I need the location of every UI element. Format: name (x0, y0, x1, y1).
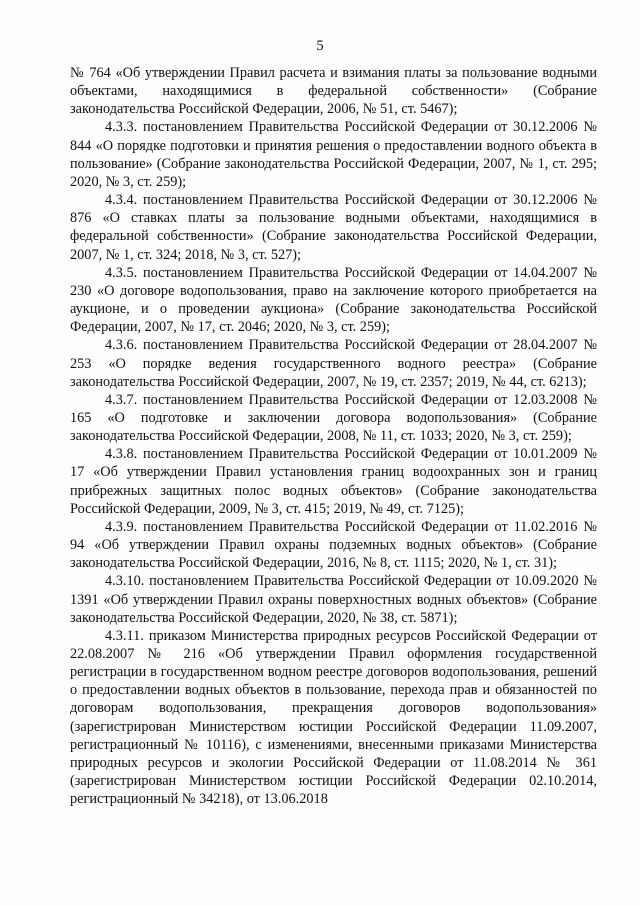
body-text (70, 64, 597, 808)
paragraph-4-3-11: 4.3.11. приказом Министерства природных ресурсов Российской Федерации от 22.08.2007 № 216 «Об утверждении Правил оформления государственной регистрации в государственном водном реестре договоров водопользования, решений о предоставлении водных объектов в пользование, перехода прав и обязанностей по договорам водопользования, прекращения договоров водопользования» (зарегистрирован Министерством юстиции Российской Федерации 11.09.2007, регистрационный № 10116), с изменениями, внесенными приказами Министерства природных ресурсов и экологии Российской Федерации от 11.08.2014 № 361 (зарегистрирован Министерством юстиции Российской Федерации 02.10.2014, регистрационный № 34218), от 13.06.2018 (70, 627, 597, 808)
paragraph-4-3-10: 4.3.10. постановлением Правительства Российской Федерации от 10.09.2020 № 1391 «Об утверждении Правил охраны поверхностных водных объектов» (Собрание законодательства Российской Федерации, 2020, № 38, ст. 5871); (70, 573, 597, 626)
paragraph-4-3-4: 4.3.4. постановлением Правительства Российской Федерации от 30.12.2006 № 876 «О ставках платы за пользование водными объектами, находящимися в федеральной собственности» (Собрание законодательства Российской Федерации, 2007, № 1, ст. 324; 2018, № 3, ст. 527); (70, 192, 597, 263)
paragraph-4-3-9: 4.3.9. постановлением Правительства Российской Федерации от 11.02.2016 № 94 «Об утверждении Правил охраны подземных водных объектов» (Собрание законодательства Российской Федерации, 2016, № 8, ст. 1115; 2020, № 1, ст. 31); (70, 518, 597, 572)
paragraph-continuation: № 764 «Об утверждении Правил расчета и взимания платы за пользование водными объектами, находящимися в федеральной собственности» (Собрание законодательства Российской Федерации, 2006, № 51, ст. 5467); (70, 65, 597, 118)
paragraph-4-3-8: 4.3.8. постановлением Правительства Российской Федерации от 10.01.2009 № 17 «Об утверждении Правил установления границ водоохранных зон и границ прибрежных защитных полос водных объектов» (Собрание законодательства Российской Федерации, 2009, № 3, ст. 415; 2019, № 49, ст. 7125); (70, 446, 597, 517)
paragraph-4-3-5: 4.3.5. постановлением Правительства Российской Федерации от 14.04.2007 № 230 «О договоре водопользования, право на заключение которого приобретается на аукционе, и о проведении аукциона» (Собрание законодательства Российской Федерации, 2007, № 17, ст. 2046; 2020, № 3, ст. 259); (70, 264, 597, 336)
paragraph-4-3-7: 4.3.7. постановлением Правительства Российской Федерации от 12.03.2008 № 165 «О подготовке и заключении договора водопользования» (Собрание законодательства Российской Федерации, 2008, № 11, ст. 1033; 2020, № 3, ст. 259); (70, 391, 597, 445)
page-number: 5 (316, 38, 324, 54)
paragraph-4-3-6: 4.3.6. постановлением Правительства Российской Федерации от 28.04.2007 № 253 «О порядке ведения государственного водного реестра» (Собрание законодательства Российской Федерации, 2007, № 19, ст. 2357; 2019, № 44, ст. 6213); (70, 337, 597, 390)
paragraph-4-3-3: 4.3.3. постановлением Правительства Российской Федерации от 30.12.2006 № 844 «О порядке подготовки и принятия решения о предоставлении водного объекта в пользование» (Собрание законодательства Российской Федерации, 2007, № 1, ст. 295; 2020, № 3, ст. 259); (70, 119, 597, 190)
